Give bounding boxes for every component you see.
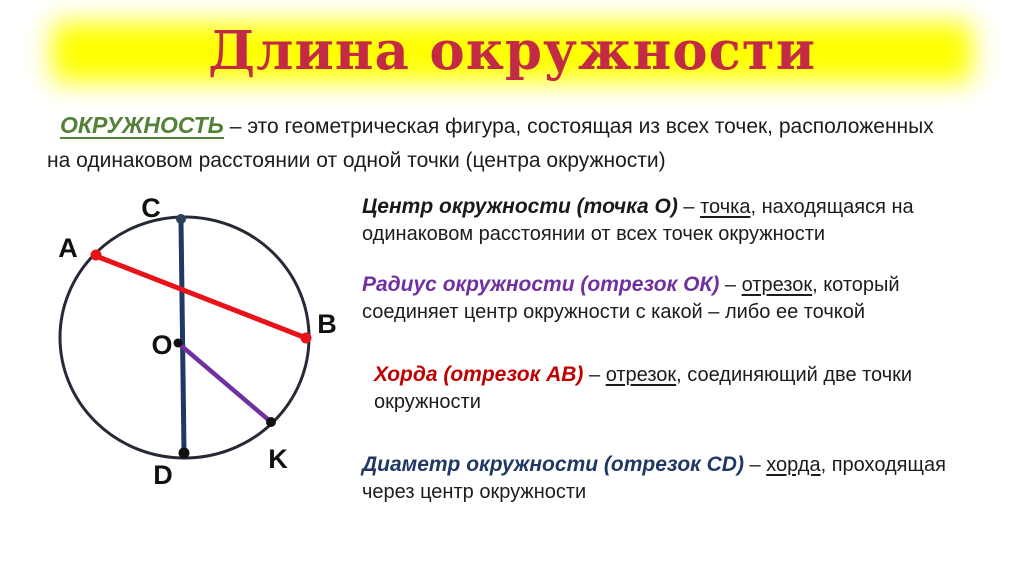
label-o: O	[151, 330, 173, 360]
diameter-term: хорда	[766, 454, 821, 476]
chord-dash: –	[583, 364, 606, 386]
diameter-definition-block	[362, 451, 972, 506]
point-a	[91, 250, 102, 261]
point-k	[266, 417, 276, 427]
radius-heading: Радиус окружности (отрезок ОК)	[362, 273, 720, 296]
diameter-heading: Диаметр окружности (отрезок CD)	[362, 453, 744, 476]
center-term: точка	[700, 196, 751, 218]
label-k: K	[268, 444, 288, 474]
diameter-line-cd	[181, 221, 184, 451]
chord-line-ab	[96, 256, 306, 338]
definition-dash: –	[223, 115, 248, 138]
point-c	[176, 214, 186, 224]
point-b	[301, 333, 312, 344]
radius-dash: –	[719, 274, 742, 296]
chord-definition-block	[374, 361, 994, 416]
page-title: Длина окружности	[207, 20, 817, 82]
center-rest: , находящаяся на одинаковом расстоянии от всех точек окружности	[362, 196, 914, 245]
chord-heading: Хорда (отрезок АВ)	[374, 363, 584, 386]
definition-text: это геометрическая фигура, состоящая из всех точек, расположенных на одинаковом расстоянии от одной точки (центра окружности)	[47, 115, 934, 172]
label-d: D	[153, 460, 173, 490]
point-d	[179, 448, 190, 459]
chord-rest: , соединяющий две точки окружности	[374, 364, 913, 413]
radius-term: отрезок	[741, 274, 813, 296]
diameter-dash: –	[743, 454, 767, 476]
circle-diagram	[35, 188, 355, 508]
radius-definition-block	[362, 271, 982, 326]
chord-term: отрезок	[605, 364, 677, 386]
definition-term: ОКРУЖНОСТЬ	[60, 112, 224, 138]
label-b: B	[317, 309, 337, 339]
center-definition-block	[362, 193, 1002, 248]
label-a: A	[58, 233, 78, 263]
radius-rest: , который соединяет центр окружности с какой – либо ее точкой	[362, 274, 900, 323]
definition-paragraph	[47, 108, 937, 178]
label-c: C	[141, 193, 161, 223]
center-dash: –	[677, 196, 701, 218]
center-heading: Центр окружности (точка О)	[362, 195, 678, 218]
point-o	[174, 339, 183, 348]
diameter-rest: , проходящая через центр окружности	[362, 454, 946, 503]
radius-line-ok	[178, 343, 271, 422]
